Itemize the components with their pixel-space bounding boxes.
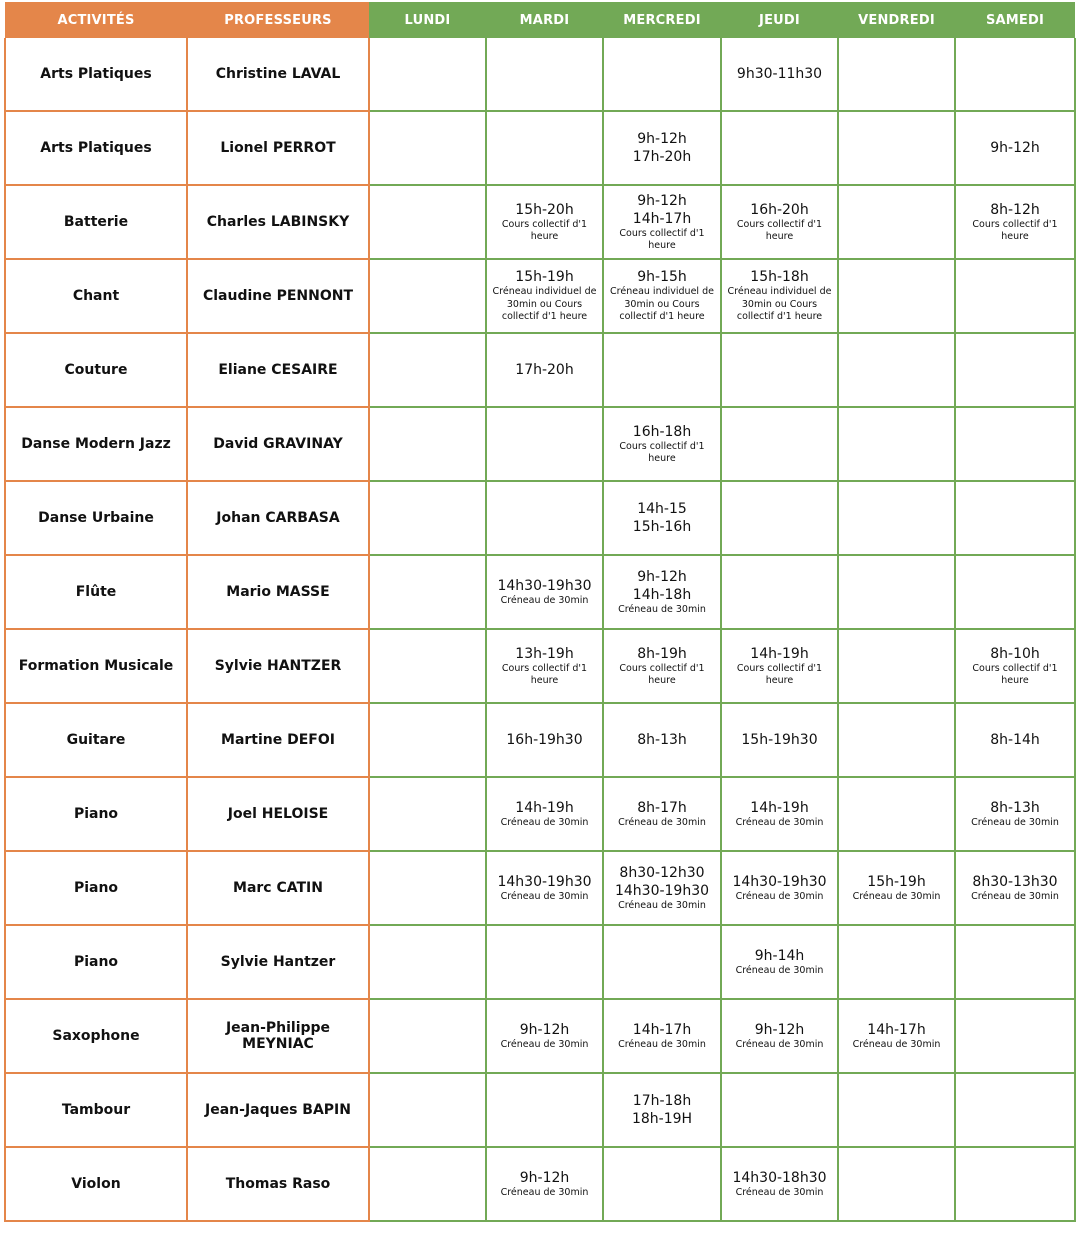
- teacher-cell: Marc CATIN: [187, 851, 369, 925]
- time-slot: 8h-12h: [990, 201, 1040, 218]
- slot-note: Créneau de 30min: [618, 899, 706, 911]
- schedule-cell-samedi: [955, 925, 1075, 999]
- schedule-cell-vendredi: [838, 185, 955, 259]
- schedule-cell-lundi: [369, 259, 486, 333]
- slot-note: Créneau de 30min: [500, 890, 589, 902]
- time-slot: 15h-19h: [515, 269, 574, 286]
- time-slot: 14h30-19h30: [614, 882, 710, 899]
- time-slot: 9h-12h: [519, 1169, 570, 1186]
- schedule-cell-lundi: [369, 38, 486, 111]
- slot-note: Créneau de 30min: [618, 603, 706, 615]
- teacher-cell: Mario MASSE: [187, 555, 369, 629]
- table-row: [5, 777, 1075, 851]
- time-slot: 15h-19h30: [741, 732, 818, 748]
- schedule-cell-mercredi: [603, 38, 721, 111]
- schedule-cell-lundi: [369, 777, 486, 851]
- teacher-cell: Charles LABINSKY: [187, 185, 369, 259]
- table-row: [5, 259, 1075, 333]
- activity-cell: Tambour: [5, 1073, 187, 1147]
- time-slot: 8h-17h: [637, 799, 687, 816]
- header-professeurs: PROFESSEURS: [187, 2, 369, 38]
- schedule-cell-jeudi: [721, 629, 838, 703]
- schedule-cell-vendredi: [838, 407, 955, 481]
- schedule-cell-lundi: [369, 111, 486, 185]
- slot-note: Cours collectif d'1 heure: [501, 218, 588, 242]
- activity-cell: Flûte: [5, 555, 187, 629]
- slot-note: Créneau de 30min: [971, 816, 1059, 828]
- time-slot: 14h-19h: [750, 799, 809, 816]
- schedule-cell-lundi: [369, 999, 486, 1073]
- schedule-cell-mardi: [486, 925, 603, 999]
- schedule-cell-mardi: [486, 1073, 603, 1147]
- schedule-cell-mercredi: [603, 111, 721, 185]
- schedule-cell-lundi: [369, 407, 486, 481]
- schedule-cell-mercredi: [603, 555, 721, 629]
- schedule-cell-samedi: [955, 407, 1075, 481]
- slot-note: Cours collectif d'1 heure: [619, 440, 705, 464]
- time-slot: 8h-10h: [990, 645, 1040, 662]
- slot-note: Créneau de 30min: [500, 1038, 589, 1050]
- slot-note: Créneau de 30min: [852, 1038, 941, 1050]
- teacher-cell: Christine LAVAL: [187, 38, 369, 111]
- schedule-cell-vendredi: [838, 481, 955, 555]
- schedule-body: [5, 38, 1075, 1221]
- slot-note: Créneau de 30min: [735, 964, 824, 976]
- time-slot: 13h-19h: [515, 645, 574, 662]
- schedule-cell-lundi: [369, 1147, 486, 1221]
- schedule-cell-mardi: [486, 555, 603, 629]
- schedule-cell-vendredi: [838, 333, 955, 407]
- time-slot: 15h-20h: [515, 201, 574, 218]
- activity-cell: Danse Urbaine: [5, 481, 187, 555]
- time-slot: 16h-18h: [632, 423, 692, 440]
- schedule-cell-mardi: [486, 999, 603, 1073]
- table-row: [5, 851, 1075, 925]
- slot-note: Cours collectif d'1 heure: [972, 662, 1058, 686]
- schedule-cell-samedi: [955, 185, 1075, 259]
- activity-cell: Piano: [5, 851, 187, 925]
- schedule-table: [4, 2, 1076, 1222]
- schedule-cell-mercredi: [603, 999, 721, 1073]
- teacher-cell: Lionel PERROT: [187, 111, 369, 185]
- table-row: [5, 1073, 1075, 1147]
- schedule-cell-mercredi: [603, 1147, 721, 1221]
- schedule-cell-mercredi: [603, 259, 721, 333]
- header-jeudi: JEUDI: [721, 2, 838, 38]
- activity-cell: Arts Platiques: [5, 111, 187, 185]
- schedule-cell-mardi: [486, 185, 603, 259]
- slot-note: Créneau de 30min: [500, 816, 589, 828]
- time-slot: 14h-15: [637, 501, 687, 517]
- header-lundi: LUNDI: [369, 2, 486, 38]
- schedule-cell-samedi: [955, 111, 1075, 185]
- slot-note: Créneau de 30min: [500, 594, 589, 606]
- teacher-cell: Eliane CESAIRE: [187, 333, 369, 407]
- header-mardi: MARDI: [486, 2, 603, 38]
- slot-note: Cours collectif d'1 heure: [501, 662, 588, 686]
- schedule-cell-jeudi: [721, 1147, 838, 1221]
- schedule-cell-vendredi: [838, 111, 955, 185]
- teacher-cell: Thomas Raso: [187, 1147, 369, 1221]
- slot-note: Créneau de 30min: [735, 816, 824, 828]
- schedule-cell-jeudi: [721, 481, 838, 555]
- schedule-cell-mardi: [486, 481, 603, 555]
- schedule-cell-samedi: [955, 555, 1075, 629]
- slot-note: Créneau individuel de 30min ou Cours collectif d'1 heure: [492, 286, 597, 323]
- table-row: [5, 38, 1075, 111]
- schedule-cell-samedi: [955, 999, 1075, 1073]
- header-mercredi: MERCREDI: [603, 2, 721, 38]
- time-slot: 14h-18h: [632, 586, 692, 603]
- schedule-cell-samedi: [955, 703, 1075, 777]
- time-slot: 14h30-19h30: [497, 577, 592, 594]
- schedule-cell-lundi: [369, 185, 486, 259]
- teacher-cell: Jean-Philippe MEYNIAC: [187, 999, 369, 1073]
- table-row: [5, 333, 1075, 407]
- time-slot: 14h-17h: [632, 210, 692, 227]
- schedule-cell-vendredi: [838, 259, 955, 333]
- teacher-cell: Sylvie Hantzer: [187, 925, 369, 999]
- schedule-cell-mercredi: [603, 703, 721, 777]
- schedule-cell-mardi: [486, 111, 603, 185]
- time-slot: 14h-17h: [867, 1021, 926, 1038]
- slot-note: Cours collectif d'1 heure: [972, 218, 1058, 242]
- schedule-cell-jeudi: [721, 407, 838, 481]
- time-slot: 14h-19h: [515, 799, 574, 816]
- schedule-cell-jeudi: [721, 999, 838, 1073]
- schedule-cell-jeudi: [721, 185, 838, 259]
- activity-cell: Couture: [5, 333, 187, 407]
- time-slot: 9h-15h: [637, 269, 687, 286]
- time-slot: 9h-12h: [637, 568, 687, 585]
- schedule-cell-jeudi: [721, 1073, 838, 1147]
- schedule-cell-lundi: [369, 333, 486, 407]
- time-slot: 17h-18h: [632, 1093, 692, 1109]
- slot-note: Créneau individuel de 30min ou Cours collectif d'1 heure: [610, 286, 714, 323]
- time-slot: 8h-13h: [637, 732, 687, 748]
- time-slot: 15h-18h: [750, 269, 809, 286]
- time-slot: 8h30-12h30: [619, 864, 705, 881]
- table-row: [5, 999, 1075, 1073]
- teacher-cell: Johan CARBASA: [187, 481, 369, 555]
- time-slot: 14h30-19h30: [732, 873, 827, 890]
- schedule-cell-mardi: [486, 38, 603, 111]
- schedule-cell-samedi: [955, 481, 1075, 555]
- schedule-cell-samedi: [955, 333, 1075, 407]
- activity-cell: Arts Platiques: [5, 38, 187, 111]
- slot-note: Créneau de 30min: [735, 1186, 824, 1198]
- table-row: [5, 1147, 1075, 1221]
- time-slot: 8h-14h: [990, 732, 1040, 748]
- time-slot: 9h-12h: [637, 192, 687, 209]
- activity-cell: Formation Musicale: [5, 629, 187, 703]
- schedule-cell-samedi: [955, 851, 1075, 925]
- teacher-cell: Martine DEFOI: [187, 703, 369, 777]
- schedule-cell-lundi: [369, 481, 486, 555]
- time-slot: 18h-19H: [631, 1111, 693, 1127]
- schedule-cell-samedi: [955, 1073, 1075, 1147]
- schedule-cell-vendredi: [838, 1073, 955, 1147]
- time-slot: 16h-19h30: [506, 732, 583, 748]
- activity-cell: Piano: [5, 777, 187, 851]
- header-row: [5, 2, 1075, 38]
- slot-note: Créneau de 30min: [500, 1186, 589, 1198]
- schedule-cell-vendredi: [838, 777, 955, 851]
- schedule-cell-jeudi: [721, 111, 838, 185]
- activity-cell: Saxophone: [5, 999, 187, 1073]
- time-slot: 14h-17h: [632, 1021, 692, 1038]
- schedule-cell-jeudi: [721, 555, 838, 629]
- schedule-cell-jeudi: [721, 925, 838, 999]
- schedule-cell-vendredi: [838, 38, 955, 111]
- time-slot: 15h-19h: [867, 873, 926, 890]
- slot-note: Cours collectif d'1 heure: [619, 227, 705, 251]
- activity-cell: Guitare: [5, 703, 187, 777]
- time-slot: 8h30-13h30: [972, 873, 1058, 890]
- activity-cell: Batterie: [5, 185, 187, 259]
- schedule-cell-mercredi: [603, 481, 721, 555]
- table-row: [5, 703, 1075, 777]
- activity-cell: Chant: [5, 259, 187, 333]
- time-slot: 17h-20h: [632, 149, 692, 165]
- time-slot: 14h30-19h30: [497, 873, 592, 890]
- schedule-cell-vendredi: [838, 629, 955, 703]
- time-slot: 9h-12h: [754, 1021, 805, 1038]
- teacher-cell: Joel HELOISE: [187, 777, 369, 851]
- schedule-cell-lundi: [369, 555, 486, 629]
- slot-note: Créneau de 30min: [852, 890, 941, 902]
- slot-note: Créneau de 30min: [618, 816, 706, 828]
- table-row: [5, 555, 1075, 629]
- time-slot: 8h-13h: [990, 799, 1040, 816]
- time-slot: 9h-12h: [990, 140, 1040, 156]
- schedule-cell-vendredi: [838, 999, 955, 1073]
- time-slot: 9h-12h: [519, 1021, 570, 1038]
- teacher-cell: Jean-Jaques BAPIN: [187, 1073, 369, 1147]
- schedule-cell-mercredi: [603, 851, 721, 925]
- schedule-cell-mercredi: [603, 777, 721, 851]
- schedule-cell-mercredi: [603, 185, 721, 259]
- teacher-cell: Sylvie HANTZER: [187, 629, 369, 703]
- schedule-cell-vendredi: [838, 851, 955, 925]
- schedule-cell-vendredi: [838, 703, 955, 777]
- slot-note: Cours collectif d'1 heure: [736, 218, 823, 242]
- schedule-cell-lundi: [369, 851, 486, 925]
- time-slot: 17h-20h: [515, 362, 574, 378]
- schedule-cell-mercredi: [603, 407, 721, 481]
- slot-note: Cours collectif d'1 heure: [619, 662, 705, 686]
- time-slot: 9h30-11h30: [736, 66, 823, 82]
- time-slot: 8h-19h: [637, 645, 687, 662]
- schedule-cell-vendredi: [838, 925, 955, 999]
- slot-note: Cours collectif d'1 heure: [736, 662, 823, 686]
- schedule-cell-mercredi: [603, 1073, 721, 1147]
- schedule-cell-mardi: [486, 259, 603, 333]
- schedule-cell-vendredi: [838, 555, 955, 629]
- teacher-cell: Claudine PENNONT: [187, 259, 369, 333]
- table-row: [5, 185, 1075, 259]
- schedule-cell-mercredi: [603, 925, 721, 999]
- time-slot: 14h-19h: [750, 645, 809, 662]
- schedule-cell-mercredi: [603, 333, 721, 407]
- slot-note: Créneau individuel de 30min ou Cours collectif d'1 heure: [727, 286, 832, 323]
- schedule-cell-lundi: [369, 925, 486, 999]
- table-row: [5, 925, 1075, 999]
- slot-note: Créneau de 30min: [735, 890, 824, 902]
- schedule-cell-samedi: [955, 629, 1075, 703]
- schedule-cell-mardi: [486, 333, 603, 407]
- schedule-cell-jeudi: [721, 777, 838, 851]
- schedule-cell-samedi: [955, 1147, 1075, 1221]
- table-row: [5, 407, 1075, 481]
- time-slot: 9h-14h: [754, 947, 805, 964]
- schedule-cell-lundi: [369, 629, 486, 703]
- table-row: [5, 629, 1075, 703]
- table-row: [5, 481, 1075, 555]
- schedule-cell-vendredi: [838, 1147, 955, 1221]
- time-slot: 16h-20h: [750, 201, 809, 218]
- schedule-cell-mardi: [486, 777, 603, 851]
- schedule-cell-mardi: [486, 703, 603, 777]
- teacher-cell: David GRAVINAY: [187, 407, 369, 481]
- header-vendredi: VENDREDI: [838, 2, 955, 38]
- schedule-cell-jeudi: [721, 259, 838, 333]
- table-row: [5, 111, 1075, 185]
- schedule-cell-jeudi: [721, 333, 838, 407]
- time-slot: 15h-16h: [632, 519, 692, 535]
- header-activites: ACTIVITÉS: [5, 2, 187, 38]
- time-slot: 14h30-18h30: [732, 1169, 827, 1186]
- schedule-cell-mardi: [486, 407, 603, 481]
- activity-cell: Violon: [5, 1147, 187, 1221]
- schedule-cell-jeudi: [721, 851, 838, 925]
- slot-note: Créneau de 30min: [735, 1038, 824, 1050]
- schedule-cell-mardi: [486, 851, 603, 925]
- activity-cell: Danse Modern Jazz: [5, 407, 187, 481]
- slot-note: Créneau de 30min: [971, 890, 1059, 902]
- schedule-cell-lundi: [369, 703, 486, 777]
- activity-cell: Piano: [5, 925, 187, 999]
- header-samedi: SAMEDI: [955, 2, 1075, 38]
- time-slot: 9h-12h: [637, 131, 687, 147]
- schedule-cell-mercredi: [603, 629, 721, 703]
- schedule-cell-samedi: [955, 38, 1075, 111]
- schedule-cell-lundi: [369, 1073, 486, 1147]
- schedule-cell-mardi: [486, 629, 603, 703]
- schedule-cell-jeudi: [721, 38, 838, 111]
- schedule-cell-mardi: [486, 1147, 603, 1221]
- slot-note: Créneau de 30min: [618, 1038, 706, 1050]
- schedule-cell-samedi: [955, 259, 1075, 333]
- schedule-cell-samedi: [955, 777, 1075, 851]
- schedule-cell-jeudi: [721, 703, 838, 777]
